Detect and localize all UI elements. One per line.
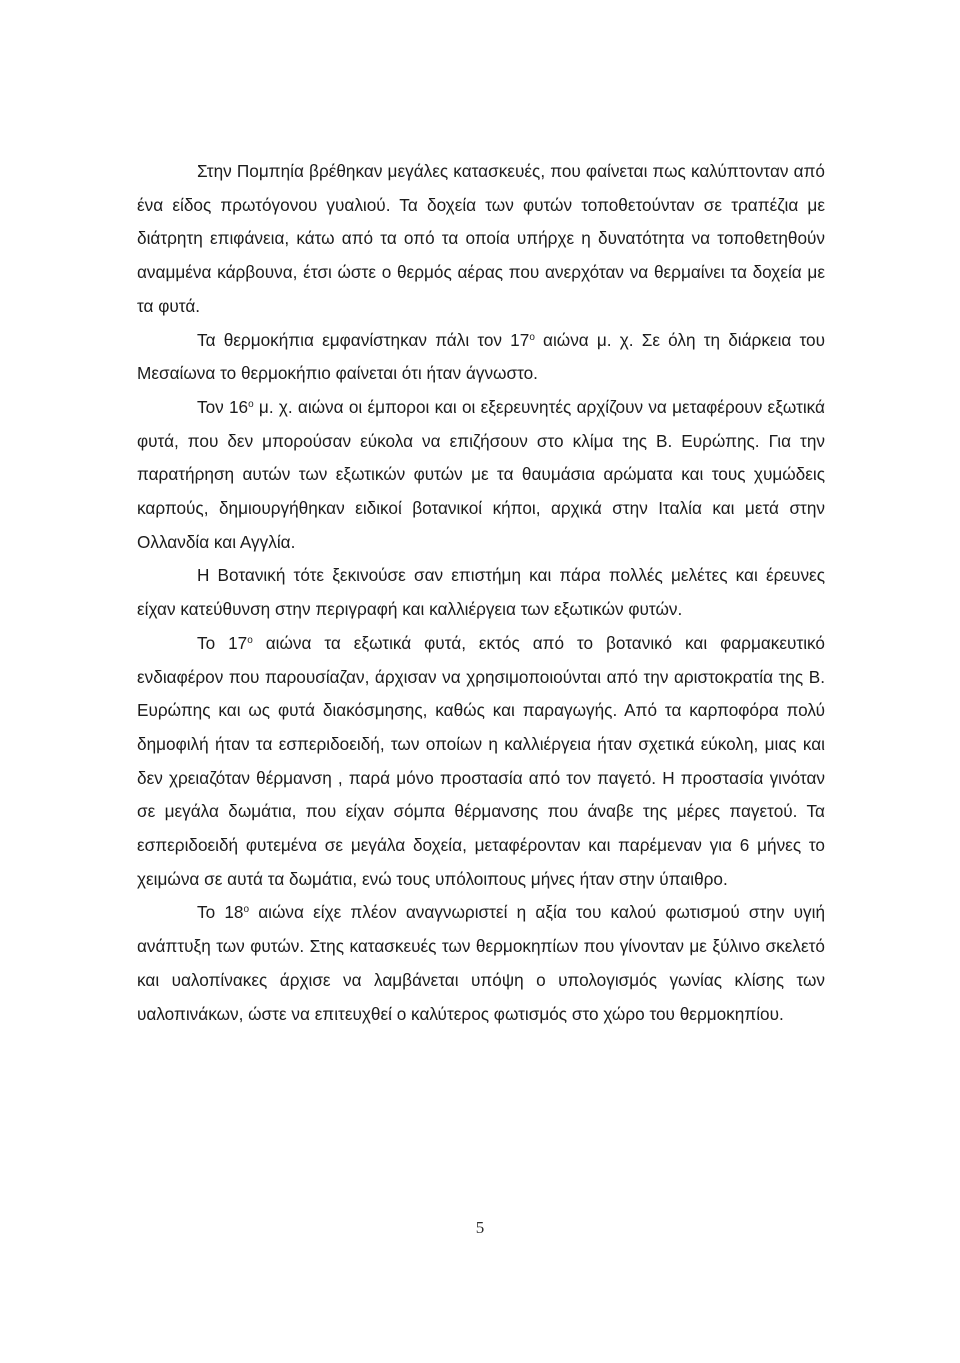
ordinal-superscript: ο bbox=[529, 331, 535, 343]
paragraph-text: Τον 16 bbox=[197, 396, 249, 417]
paragraph-text: Τα θερμοκήπια εμφανίστηκαν πάλι τον 17 bbox=[197, 329, 530, 350]
ordinal-superscript: ο bbox=[247, 634, 253, 646]
paragraph-text: Στην Πομπηία βρέθηκαν μεγάλες κατασκευές, που φαίνεται πως καλύπτονταν από ένα είδος πρωτόγονου γυαλιού. Τα δοχεία των φυτών τοποθετούνταν σε τραπέζια με διάτρητη επιφάνεια, κάτω από τα οπό τα οποία υπήρχε η δυνατότητα να τοποθετηθούν αναμμένα κάρβουνα, έτσι ώστε ο θερμός αέρας που ανερχόταν να θερμαίνει τα δοχεία με τα φυτά. bbox=[137, 161, 825, 316]
paragraph-botany-science bbox=[137, 559, 825, 626]
paragraph-16th-century-exotic-plants bbox=[137, 391, 825, 560]
paragraph-18th-century-lighting bbox=[137, 896, 825, 1031]
paragraph-text: αιώνα τα εξωτικά φυτά, εκτός από το βοτανικό και φαρμακευτικό ενδιαφέρον που παρουσίαζαν, άρχισαν να χρησιμοποιούνται από την αριστοκρατία της Β. Ευρώπης και ως φυτά διακόσμησης, καθώς και παραγωγής. Από τα καρποφόρα πολύ δημοφιλή ήταν τα εσπεριδοειδή, των οποίων η καλλιέργεια ήταν σχετικά εύκολη, μιας και δεν χρειαζόταν θέρμανση , παρά μόνο προστασία από τον παγετό. Η προστασία γινόταν σε μεγάλα δωμάτια, που είχαν σόμπα θέρμανσης που άναβε της μέρες παγετού. Τα εσπεριδοειδή φυτεμένα σε μεγάλα δοχεία, μεταφέρονταν και παρέμεναν για 6 μήνες το χειμώνα σε αυτά τα δωμάτια, ενώ τους υπόλοιπους μήνες ήταν στην ύπαιθρο. bbox=[137, 632, 825, 889]
page-number: 5 bbox=[475, 1218, 485, 1237]
paragraph-text: Το 18 bbox=[197, 902, 244, 923]
body-text bbox=[137, 155, 825, 1031]
paragraph-pompeii bbox=[137, 155, 825, 324]
paragraph-text: Η Βοτανική τότε ξεκινούσε σαν επιστήμη και πάρα πολλές μελέτες και έρευνες είχαν κατεύθυνση στην περιγραφή και καλλιέργεια των εξωτικών φυτών. bbox=[137, 565, 825, 620]
paragraph-text: αιώνα είχε πλέον αναγνωριστεί η αξία του καλού φωτισμού στην υγιή ανάπτυξη των φυτών. Στης κατασκευές των θερμοκηπίων που γίνονταν με ξύλινο σκελετό και υαλοπίνακες άρχισε να λαμβάνεται υπόψη ο υπολογισμός γωνίας κλίσης των υαλοπινάκων, ώστε να επιτευχθεί ο καλύτερος φωτισμός στο χώρο του θερμοκηπίου. bbox=[137, 902, 826, 1024]
ordinal-superscript: ο bbox=[248, 398, 254, 410]
paragraph-text: Το 17 bbox=[197, 632, 248, 653]
paragraph-17th-century-reappearance bbox=[137, 324, 825, 391]
paragraph-text: μ. χ. αιώνα οι έμποροι και οι εξερευνητές αρχίζουν να μεταφέρουν εξωτικά φυτά, που δεν μπορούσαν εύκολα να επιζήσουν στο κλίμα της Β. Ευρώπης. Για την παρατήρηση αυτών των εξωτικών φυτών με τα θαυμάσια αρώματα και τους χυμώδεις καρπούς, δημιουργήθηκαν ειδικοί βοτανικοί κήποι, αρχικά στην Ιταλία και μετά στην Ολλανδία και Αγγλία. bbox=[137, 396, 825, 552]
paragraph-17th-century-aristocracy bbox=[137, 627, 825, 897]
paragraph-text: αιώνα μ. χ. Σε όλη τη διάρκεια του Μεσαίωνα το θερμοκήπιο φαίνεται ότι ήταν άγνωστο. bbox=[137, 329, 826, 384]
ordinal-superscript: ο bbox=[243, 904, 250, 916]
